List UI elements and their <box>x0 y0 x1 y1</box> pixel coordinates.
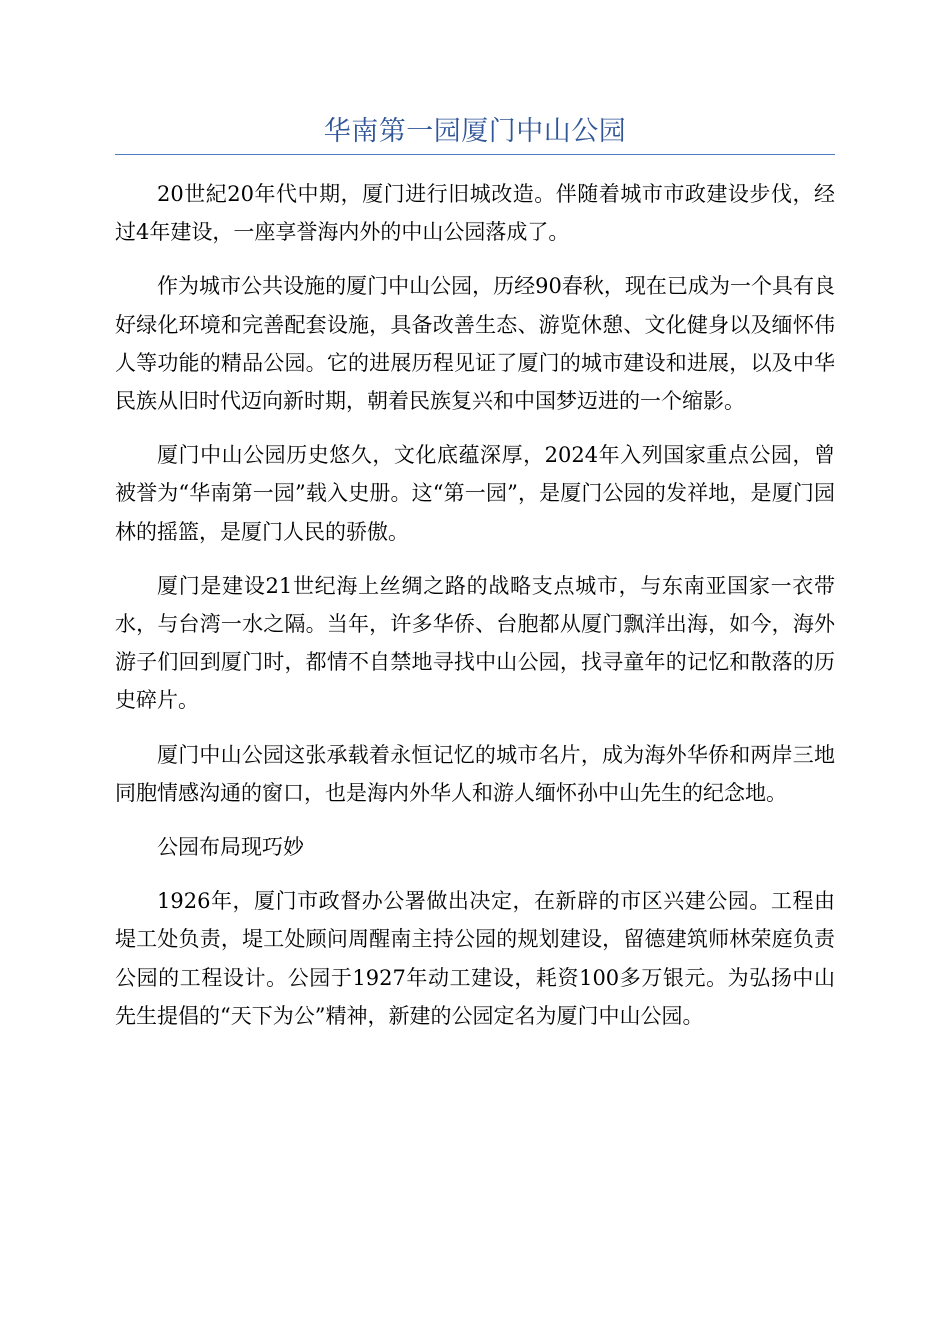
document-title: 华南第一园厦门中山公园 <box>323 116 627 147</box>
document-page <box>115 110 835 1051</box>
paragraph-3: 厦门中山公园历史悠久，文化底蕴深厚，2024年入列国家重点公园，曾被誉为“华南第一园”载入史册。这“第一园”，是厦门公园的发祥地，是厦门园林的摇篮，是厦门人民的骄傲。 <box>115 443 835 544</box>
paragraph-2: 作为城市公共设施的厦门中山公园，历经90春秋，现在已成为一个具有良好绿化环境和完善配套设施，具备改善生态、游览休憩、文化健身以及缅怀伟人等功能的精品公园。它的进展历程见证了厦门的城市建设和进展，以及中华民族从旧时代迈向新时期，朝着民族复兴和中国梦迈进的一个缩影。 <box>115 274 835 414</box>
paragraph-4: 厦门是建设21世纪海上丝绸之路的战略支点城市，与东南亚国家一衣带水，与台湾一水之隔。当年，许多华侨、台胞都从厦门飘洋出海，如今，海外游子们回到厦门时，都情不自禁地寻找中山公园，找寻童年的记忆和散落的历史碎片。 <box>115 573 835 713</box>
paragraph-6: 1926年，厦门市政督办公署做出决定，在新辟的市区兴建公园。工程由堤工处负责，堤工处顾问周醒南主持公园的规划建设，留德建筑师林荣庭负责公园的工程设计。公园于1927年动工建设，耗资100多万银元。为弘扬中山先生提倡的“天下为公”精神，新建的公园定名为厦门中山公园。 <box>115 889 835 1028</box>
title-underline <box>115 154 835 155</box>
paragraph-1: 20世紀20年代中期，厦门进行旧城改造。伴随着城市市政建设步伐，经过4年建设，一座享誉海内外的中山公园落成了。 <box>115 182 835 245</box>
section-subheading: 公园布局现巧妙 <box>157 835 304 860</box>
paragraph-5: 厦门中山公园这张承载着永恒记忆的城市名片，成为海外华侨和两岸三地同胞情感沟通的窗口，也是海内外华人和游人缅怀孙中山先生的纪念地。 <box>115 742 835 805</box>
